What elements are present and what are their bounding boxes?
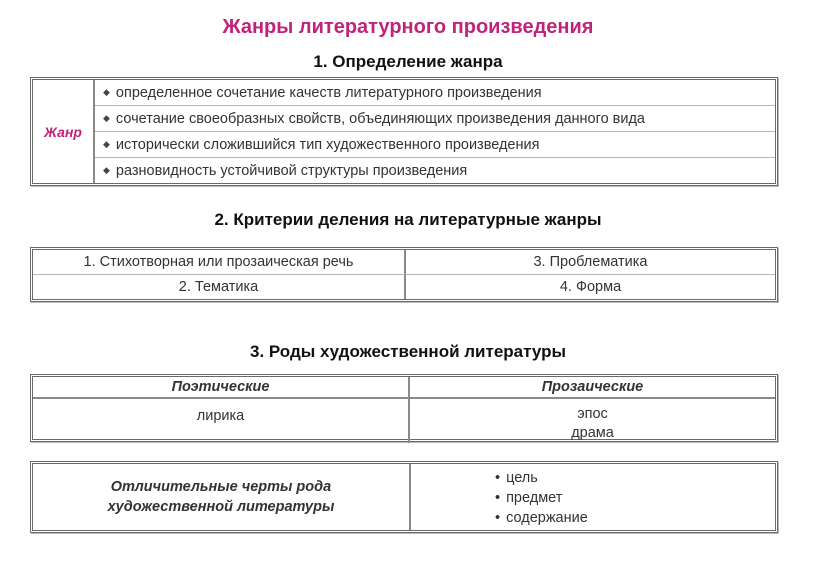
- list-item: • предмет: [495, 490, 563, 506]
- section3-heading: 3. Роды художественной литературы: [249, 342, 567, 361]
- page-title: Жанры литературного произведения: [222, 16, 594, 38]
- diamond-bullet-icon: ◆: [103, 87, 110, 97]
- list-item: ◆ сочетание своеобразных свойств, объединяющих произведения данного вида: [95, 106, 775, 132]
- poetic-header: Поэтические: [33, 377, 410, 399]
- list-item: • содержание: [495, 510, 588, 526]
- criteria-table: [30, 247, 778, 302]
- section2-heading: 2. Критерии деления на литературные жанры: [214, 210, 602, 229]
- distinctive-features-list: [411, 464, 775, 530]
- literary-kinds-table: [30, 374, 778, 442]
- poetic-items: [33, 399, 410, 443]
- list-item: ◆ исторически сложившийся тип художественного произведения: [95, 132, 775, 158]
- list-item: эпос: [577, 406, 608, 422]
- genre-definitions-list: [95, 80, 775, 183]
- bullet-icon: •: [495, 510, 501, 526]
- section1-heading: 1. Определение жанра: [313, 52, 503, 71]
- table-cell: 2. Тематика: [33, 275, 406, 300]
- prosaic-items: [410, 399, 775, 443]
- diamond-bullet-icon: ◆: [103, 139, 110, 149]
- genre-label: Жанр: [33, 80, 95, 183]
- bullet-icon: •: [495, 470, 501, 486]
- list-item: драма: [571, 425, 614, 441]
- table-cell: 3. Проблематика: [406, 250, 775, 275]
- diamond-bullet-icon: ◆: [103, 113, 110, 123]
- diamond-bullet-icon: ◆: [103, 165, 110, 175]
- distinctive-features-table: [30, 461, 778, 533]
- genre-definition-table: [30, 77, 778, 186]
- list-item: • цель: [495, 470, 538, 486]
- list-item: лирика: [196, 408, 245, 424]
- distinctive-features-label: Отличительные черты рода художественной литературы: [33, 464, 411, 530]
- table-cell: 4. Форма: [559, 278, 622, 295]
- list-item: ◆ разновидность устойчивой структуры произведения: [103, 162, 468, 179]
- list-item: ◆ определенное сочетание качеств литературного произведения: [95, 80, 775, 106]
- prosaic-header: Прозаические: [410, 377, 775, 399]
- table-cell: 1. Стихотворная или прозаическая речь: [33, 250, 406, 275]
- bullet-icon: •: [495, 490, 501, 506]
